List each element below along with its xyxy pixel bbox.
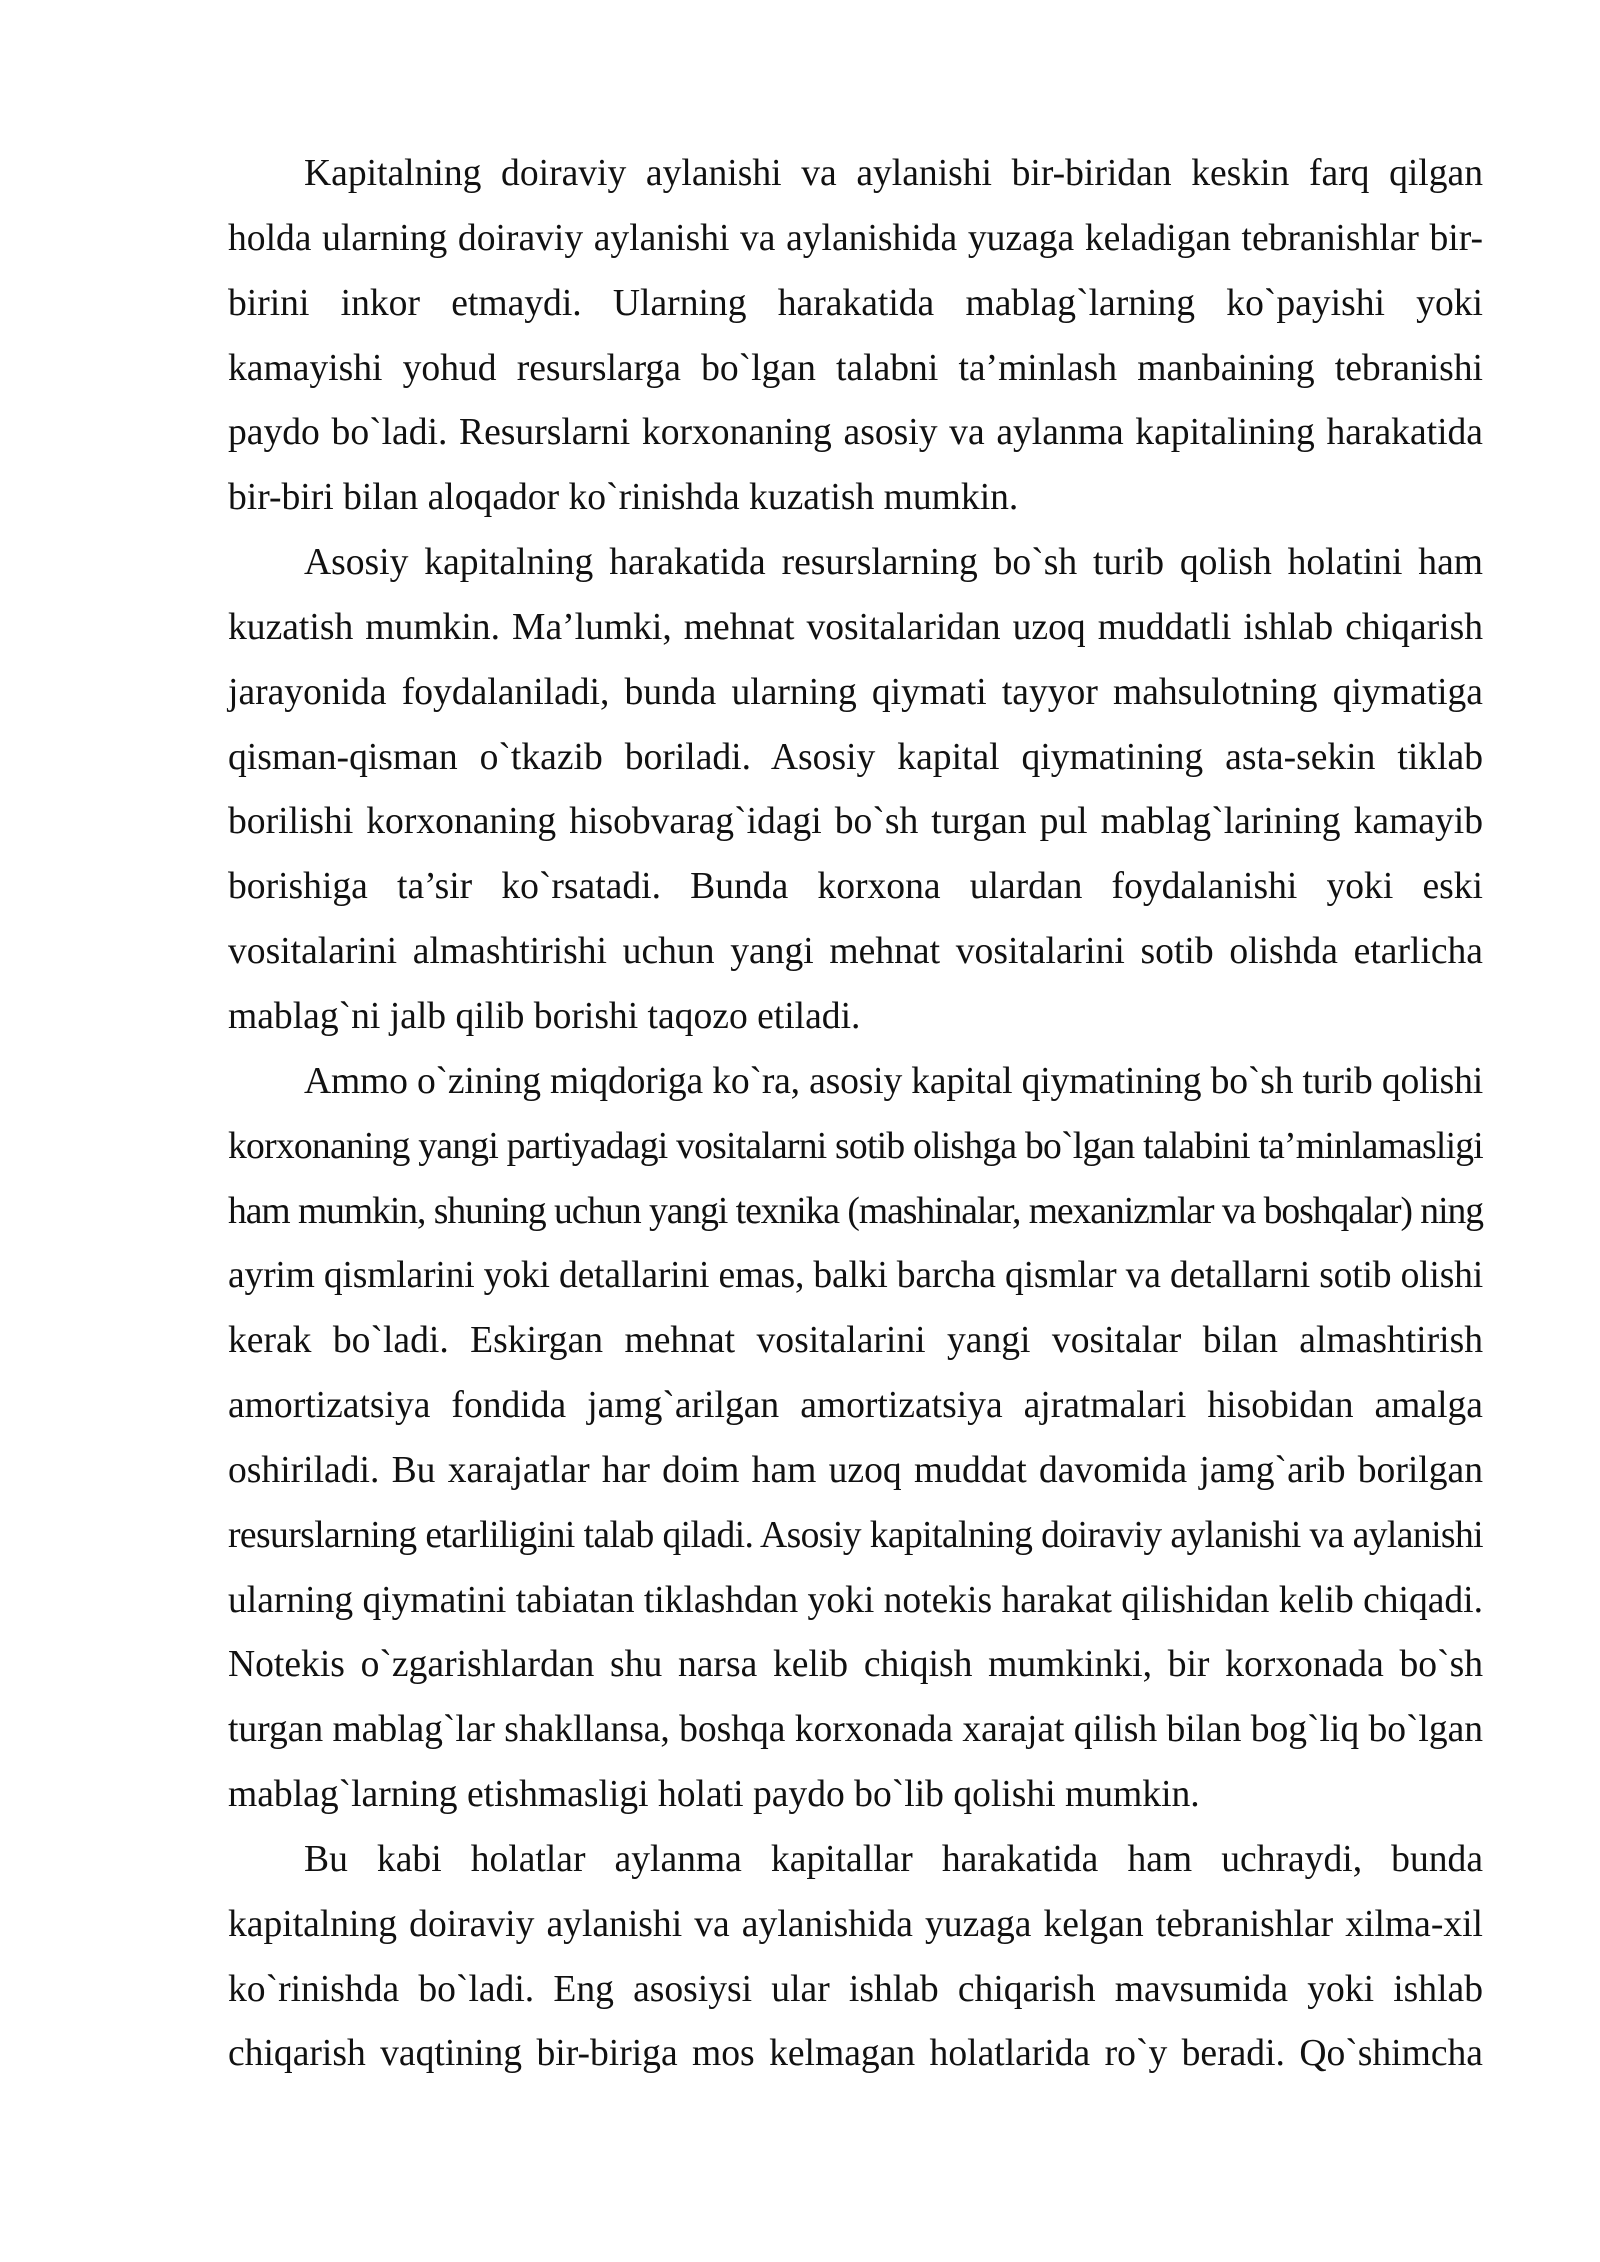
line-text: Kapitalning doiraviy aylanishi va aylanishi bir-biridan keskin farq qilgan [304, 153, 1483, 194]
paragraph [228, 531, 1483, 1050]
text-line [228, 1244, 1483, 1309]
line-text: borilishi korxonaning hisobvarag`idagi bo`sh turgan pul mablag`larining kamayib [228, 801, 1483, 843]
text-line [228, 272, 1483, 337]
text-line [228, 1569, 1483, 1634]
line-text: chiqarish vaqtining bir-biriga mos kelmagan holatlarida ro`y beradi. Qo`shimcha [228, 2033, 1483, 2075]
text-line [228, 401, 1483, 466]
text-line [228, 1374, 1483, 1439]
text-line [228, 855, 1483, 920]
line-text: korxonaning yangi partiyadagi vositalarni sotib olishga bo`lgan talabini ta’minlamasligi [228, 1125, 1483, 1167]
line-text: mablag`larning etishmasligi holati paydo bo`lib qolishi mumkin. [228, 1774, 1200, 1816]
text-line [228, 726, 1483, 791]
line-text: Bu kabi holatlar aylanma kapitallar harakatida ham uchraydi, bunda [304, 1838, 1483, 1880]
body-text [228, 142, 1483, 2087]
text-line [228, 596, 1483, 661]
text-line [228, 1893, 1483, 1958]
text-line [228, 142, 1483, 207]
line-text: holda ularning doiraviy aylanishi va aylanishida yuzaga keladigan tebranishlar bir- [228, 217, 1483, 259]
line-text: amortizatsiya fondida jamg`arilgan amortizatsiya ajratmalari hisobidan amalga [228, 1385, 1483, 1427]
line-text: birini inkor etmaydi. Ularning harakatida mablag`larning ko`payishi yoki [228, 282, 1483, 324]
line-text: turgan mablag`lar shakllansa, boshqa korxonada xarajat qilish bilan bog`liq bo`lgan [228, 1709, 1483, 1751]
text-line [228, 1050, 1483, 1115]
line-text: resurslarning etarliligini talab qiladi. Asosiy kapitalning doiraviy aylanishi va aylanishi [228, 1514, 1483, 1556]
text-line [228, 1504, 1483, 1569]
text-line [228, 1958, 1483, 2023]
text-line [228, 531, 1483, 596]
line-text: paydo bo`ladi. Resurslarni korxonaning asosiy va aylanma kapitalining harakatida [228, 412, 1483, 454]
text-line [228, 2022, 1483, 2087]
line-text: kamayishi yohud resurslarga bo`lgan talabni ta’minlash manbaining tebranishi [228, 347, 1483, 389]
line-text: ham mumkin, shuning uchun yangi texnika (mashinalar, mexanizmlar va boshqalar) ning [228, 1190, 1483, 1232]
paragraph [228, 142, 1483, 531]
line-text: kerak bo`ladi. Eskirgan mehnat vositalarini yangi vositalar bilan almashtirish [228, 1320, 1483, 1362]
text-line [228, 985, 1483, 1050]
text-line [228, 1439, 1483, 1504]
text-line [228, 1828, 1483, 1893]
line-text: jarayonida foydalaniladi, bunda ularning qiymati tayyor mahsulotning qiymatiga [228, 671, 1483, 713]
line-text: ularning qiymatini tabiatan tiklashdan yoki notekis harakat qilishidan kelib chiqadi. [228, 1579, 1483, 1621]
line-text: bir-biri bilan aloqador ko`rinishda kuzatish mumkin. [228, 477, 1019, 519]
line-text: qisman-qisman o`tkazib boriladi. Asosiy kapital qiymatining asta-sekin tiklab [228, 736, 1483, 778]
text-line [228, 207, 1483, 272]
paragraph [228, 1828, 1483, 2087]
line-text: kuzatish mumkin. Ma’lumki, mehnat vositalaridan uzoq muddatli ishlab chiqarish [228, 606, 1483, 648]
line-text: Ammo o`zining miqdoriga ko`ra, asosiy kapital qiymatining bo`sh turib qolishi [304, 1060, 1483, 1102]
text-line [228, 1180, 1483, 1245]
text-line [228, 790, 1483, 855]
text-line [228, 661, 1483, 726]
line-text: Asosiy kapitalning harakatida resurslarning bo`sh turib qolish holatini ham [304, 542, 1483, 584]
text-line [228, 1115, 1483, 1180]
text-line [228, 1698, 1483, 1763]
text-line [228, 1633, 1483, 1698]
line-text: Notekis o`zgarishlardan shu narsa kelib chiqish mumkinki, bir korxonada bo`sh [228, 1644, 1483, 1686]
text-line [228, 1763, 1483, 1828]
paragraph [228, 1050, 1483, 1828]
line-text: borishiga ta’sir ko`rsatadi. Bunda korxona ulardan foydalanishi yoki eski [228, 866, 1483, 908]
line-text: vositalarini almashtirishi uchun yangi mehnat vositalarini sotib olishda etarlicha [228, 931, 1483, 973]
line-text: ayrim qismlarini yoki detallarini emas, balki barcha qismlar va detallarni sotib olishi [228, 1255, 1483, 1297]
text-line [228, 337, 1483, 402]
line-text: kapitalning doiraviy aylanishi va aylanishida yuzaga kelgan tebranishlar xilma-xil [228, 1903, 1483, 1945]
line-text: mablag`ni jalb qilib borishi taqozo etiladi. [228, 995, 861, 1037]
text-line [228, 920, 1483, 985]
text-line [228, 466, 1483, 531]
line-text: oshiriladi. Bu xarajatlar har doim ham uzoq muddat davomida jamg`arib borilgan [228, 1449, 1483, 1491]
text-line [228, 1309, 1483, 1374]
line-text: ko`rinishda bo`ladi. Eng asosiysi ular ishlab chiqarish mavsumida yoki ishlab [228, 1968, 1483, 2010]
